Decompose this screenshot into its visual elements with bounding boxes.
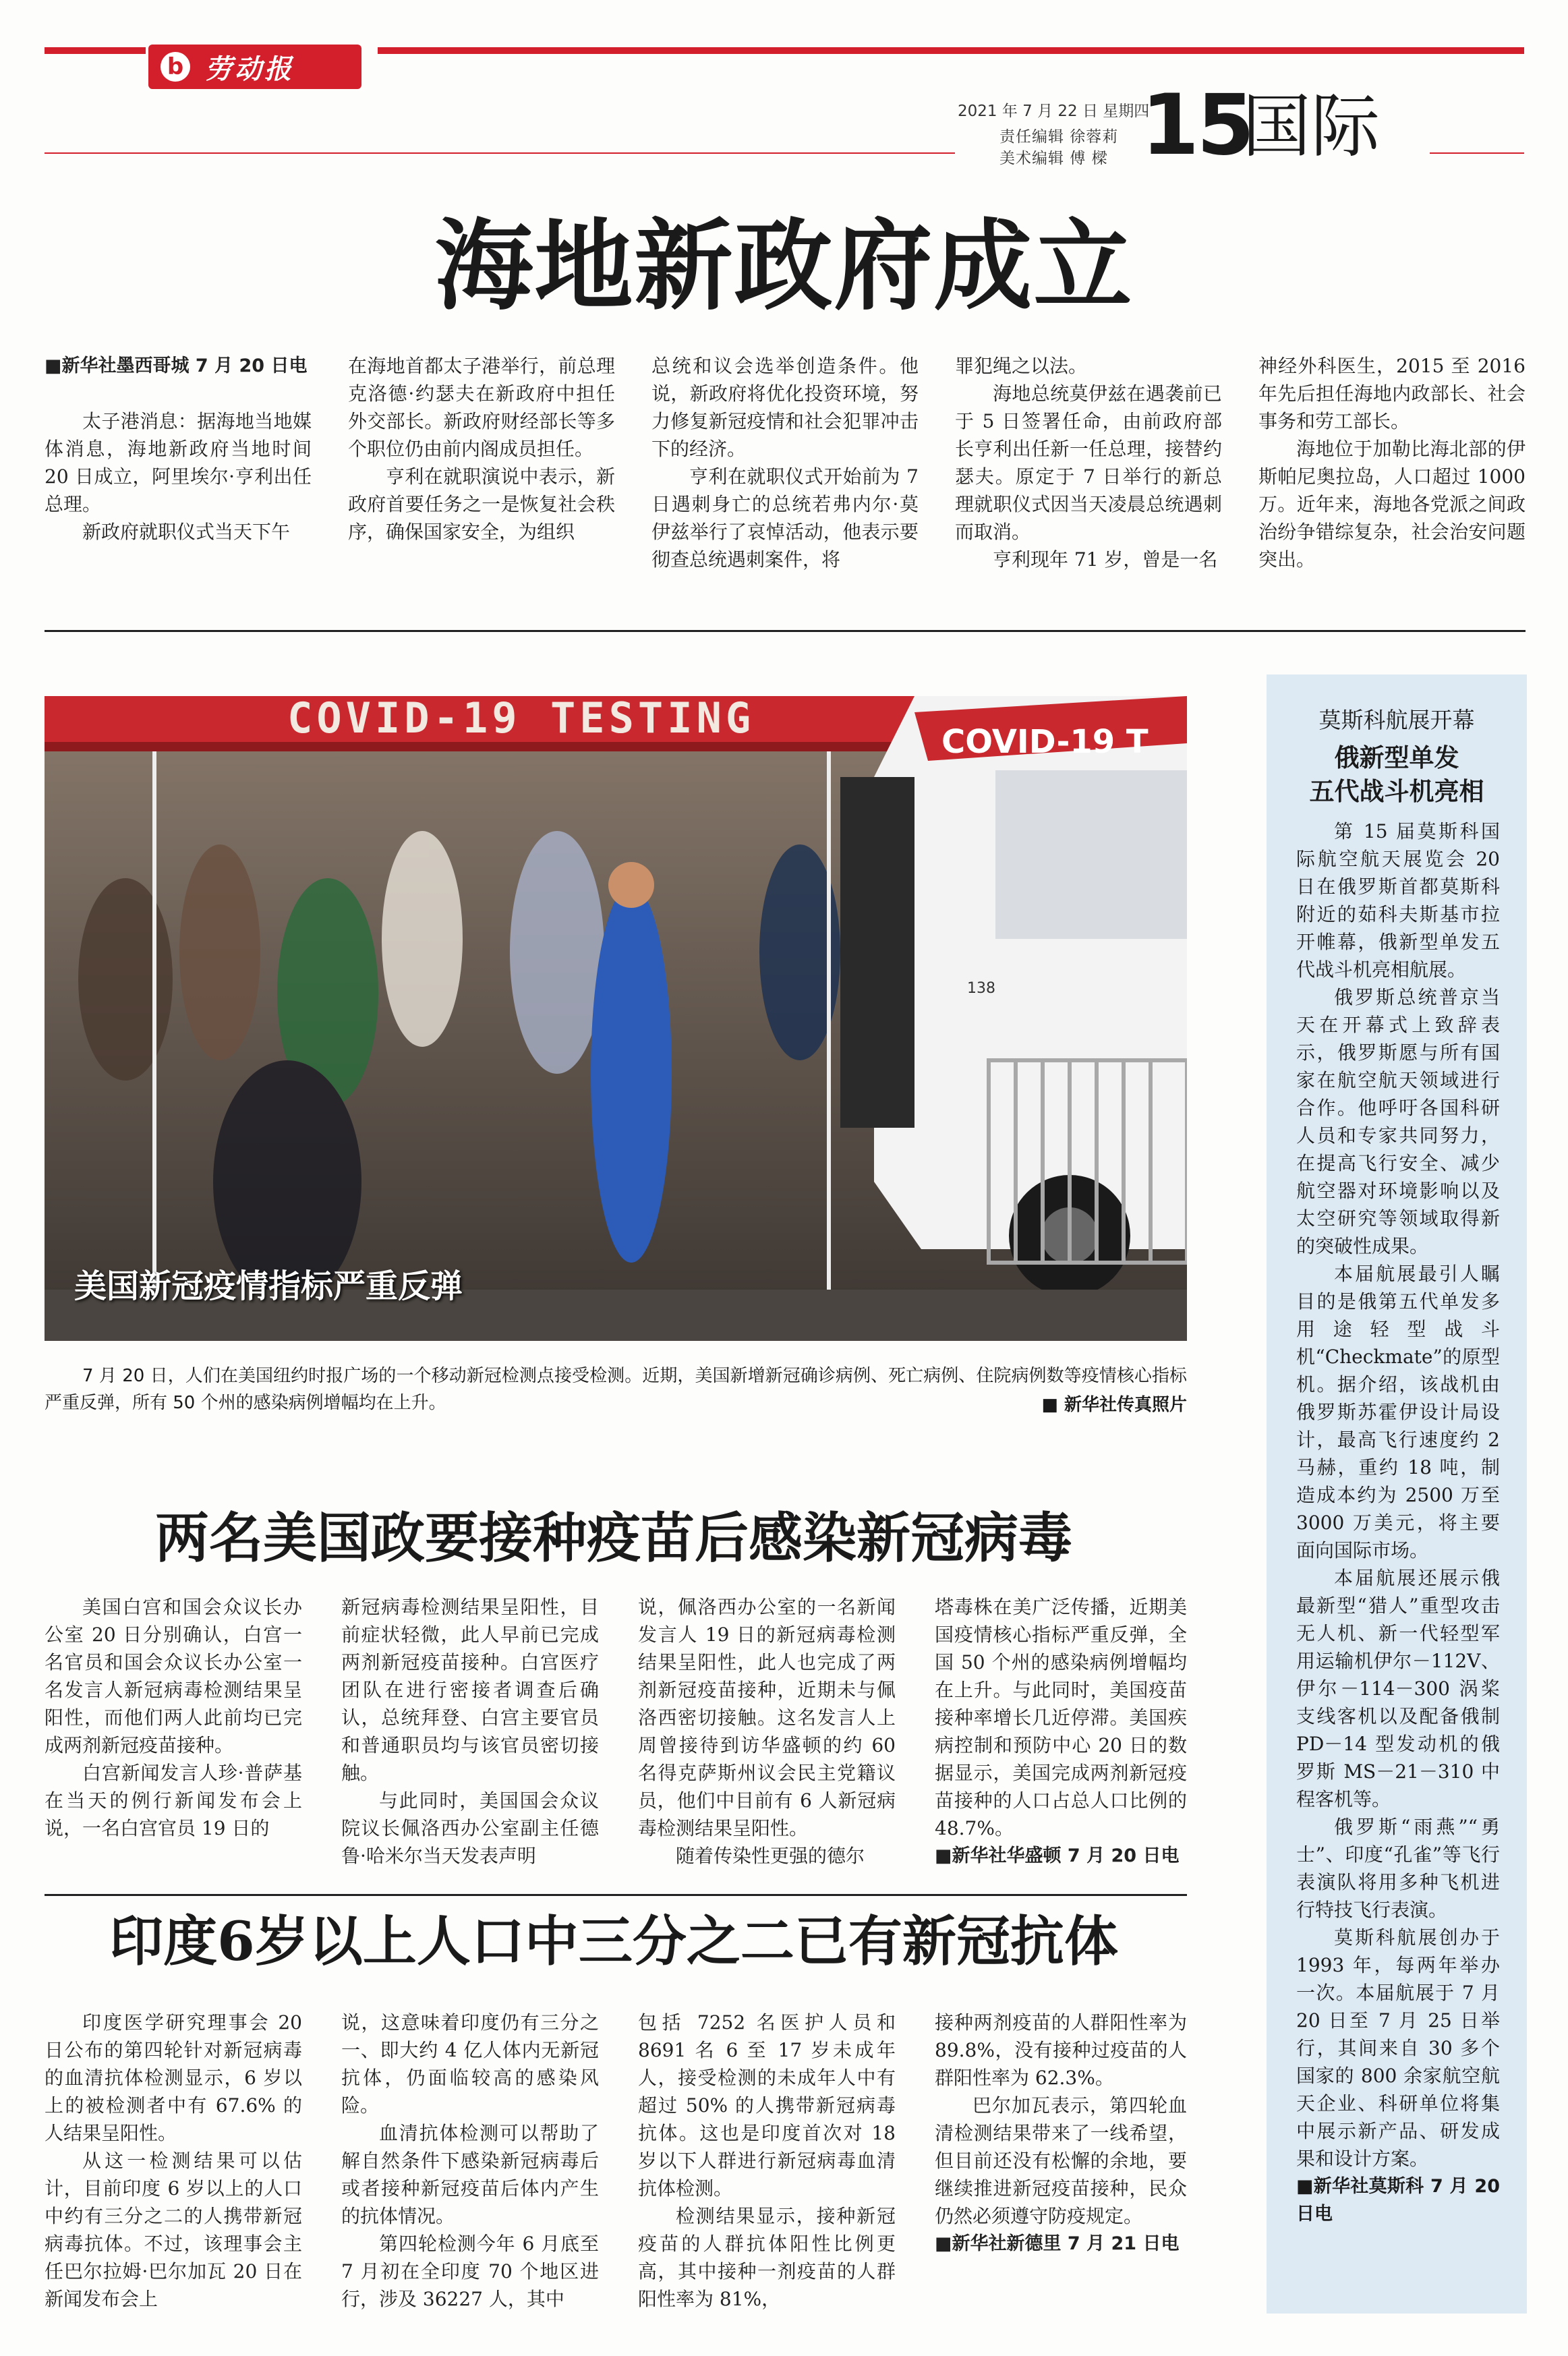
photo-credit: ■ 新华社传真照片	[1041, 1395, 1187, 1415]
story2-dateline: ■新华社华盛顿 7 月 20 日电	[935, 1845, 1180, 1866]
story2-col3	[638, 1593, 896, 1870]
section-title: 国际	[1242, 87, 1380, 167]
story2-col2-p1: 新冠病毒检测结果呈阳性，目前症状轻微，此人早前已完成两剂新冠疫苗接种。白宫医疗团队在进行密接者调查后确认，总统拜登、白宫主要官员和普通职员均与该官员密切接触。	[341, 1596, 599, 1784]
story1-dateline: ■新华社墨西哥城 7 月 20 日电	[45, 355, 308, 376]
responsible-editor: 责任编辑 徐蓉莉	[999, 128, 1119, 146]
photo-caption	[45, 1362, 1187, 1416]
sidebar-p1: 第 15 届莫斯科国际航空航天展览会 20 日在俄罗斯首都莫斯科附近的茹科夫斯基市拉开帷幕，俄新型单发五代战斗机亮相航展。	[1296, 820, 1500, 981]
sidebar-kicker: 莫斯科航展开幕	[1318, 707, 1475, 733]
van-number: 138	[967, 980, 995, 997]
story1-headline: 海地新政府成立	[434, 208, 1134, 324]
story1-col4	[955, 352, 1222, 573]
photo-caption-text: 7 月 20 日，人们在美国纽约时报广场的一个移动新冠检测点接受检测。近期，美国新增新冠确诊病例、死亡病例、住院病例数等疫情核心指标严重反弹，所有 50 个州的感染病例增幅均在上升。	[45, 1366, 1187, 1413]
story1-col3-p2: 亨利在就职仪式开始前为 7 日遇刺身亡的总统若弗内尔·莫伊兹举行了哀悼活动，他表示要彻查总统遇刺案件，将	[651, 465, 919, 571]
story3-col2-p3: 第四轮检测今年 6 月底至 7 月初在全印度 70 个地区进行，涉及 36227 人，其中	[341, 2233, 599, 2310]
header-thin-rule-left	[45, 152, 955, 154]
story1-col5-p1: 神经外科医生，2015 至 2016 年先后担任海地内政部长、社会事务和劳工部长。	[1258, 355, 1526, 432]
covid-testing-sign: COVID-19 TESTING	[287, 696, 755, 743]
photo-overlay-title: 美国新冠疫情指标严重反弹	[74, 1267, 463, 1305]
top-rule-right	[378, 47, 1524, 54]
story1-col5	[1258, 352, 1526, 573]
logo-icon: b	[161, 52, 190, 82]
story1-divider	[45, 630, 1526, 632]
covid-testing-scene	[45, 696, 1187, 1341]
sidebar-p3: 本届航展最引人瞩目的是俄第五代单发多用途轻型战斗机“Checkmate”的原型机。据介绍，该战机由俄罗斯苏霍伊设计局设计，最高飞行速度约 2 马赫，重约 18 吨，制造成本约为 2500 万至 3000 万美元，将主要面向国际市场。	[1296, 1263, 1500, 1561]
story1-col1-p1: 太子港消息：据海地当地媒体消息，海地新政府当地时间 20 日成立，阿里埃尔·亨利出任总理。	[45, 410, 312, 515]
story3-col4-p2: 巴尔加瓦表示，第四轮血清检测结果带来了一线希望，但目前还没有松懈的余地，要继续推进新冠疫苗接种，民众仍然必须遵守防疫规定。	[935, 2094, 1187, 2227]
story3-col1-p1: 印度医学研究理事会 20 日公布的第四轮针对新冠病毒的血清抗体检测显示，6 岁以上的被检测者中有 67.6% 的人结果呈阳性。	[45, 2011, 302, 2144]
story3-dateline: ■新华社新德里 7 月 21 日电	[935, 2233, 1180, 2254]
story3-col2-p1: 说，这意味着印度仍有三分之一、即大约 4 亿人体内无新冠抗体，仍面临较高的感染风险。	[341, 2011, 599, 2117]
sidebar-dateline: ■新华社莫斯科 7 月 20 日电	[1296, 2176, 1500, 2224]
news-photo	[45, 696, 1187, 1341]
story1-col2-p1: 在海地首都太子港举行，前总理克洛德·约瑟夫在新政府中担任外交部长。新政府财经部长等多个职位仍由前内阁成员担任。	[348, 355, 615, 460]
story2-divider	[45, 1894, 1187, 1896]
issue-date: 2021 年 7 月 22 日 星期四	[958, 103, 1150, 120]
page-number: 15	[1141, 77, 1252, 174]
story1-col2-p2: 亨利在就职演说中表示，新政府首要任务之一是恢复社会秩序，确保国家安全，为组织	[348, 465, 615, 543]
story3-col1-p2: 从这一检测结果可以估计，目前印度 6 岁以上的人口中约有三分之二的人携带新冠病毒抗体。不过，该理事会主任巴尔拉姆·巴尔加瓦 20 日在新闻发布会上	[45, 2150, 302, 2310]
story3-col4-p1: 接种两剂疫苗的人群阳性率为 89.8%，没有接种过疫苗的人群阳性率为 62.3%。	[935, 2011, 1187, 2089]
sidebar-body	[1296, 817, 1500, 2228]
top-rule-left	[45, 47, 146, 54]
story3-col3-p2: 检测结果显示，接种新冠疫苗的人群抗体阳性比例更高，其中接种一剂疫苗的人群阳性率为 81%，	[638, 2205, 896, 2310]
van-label: COVID-19 T	[941, 723, 1149, 761]
newspaper-logo	[148, 45, 361, 89]
story1-col4-p1: 罪犯绳之以法。	[955, 355, 1088, 377]
story1-col4-p2: 海地总统莫伊兹在遇袭前已于 5 日签署任命，由前政府部长亨利出任新一任总理，接替约瑟夫。原定于 7 日举行的新总理就职仪式因当天凌晨总统遇刺而取消。	[955, 382, 1222, 543]
story2-col1-p2: 白宫新闻发言人珍·普萨基在当天的例行新闻发布会上说，一名白宫官员 19 日的	[45, 1762, 302, 1839]
sidebar-p4: 本届航展还展示俄最新型“猎人”重型攻击无人机、新一代轻型军用运输机伊尔－112V、伊尔－114－300 涡桨支线客机以及配备俄制 PD－14 型发动机的俄罗斯 MS－21－310 中程客机等。	[1296, 1567, 1500, 1810]
story1-col3	[651, 352, 919, 573]
story1-col4-p3: 亨利现年 71 岁，曾是一名	[993, 548, 1218, 571]
story3-col3	[638, 2009, 896, 2313]
story3-col2-p2: 血清抗体检测可以帮助了解自然条件下感染新冠病毒后或者接种新冠疫苗后体内产生的抗体情况。	[341, 2122, 599, 2227]
logo-text: 劳动报	[205, 53, 294, 85]
story3-col4	[935, 2009, 1187, 2258]
story3-headline: 印度6岁以上人口中三分之二已有新冠抗体	[109, 1909, 1118, 1973]
sidebar-p6: 莫斯科航展创办于 1993 年，每两年举办一次。本届航展于 7 月 20 日至 7 月 25 日举行，其间来自 30 多个国家的 800 余家航空航天企业、科研单位将集中展示新产品、研发成果和设计方案。	[1296, 1926, 1500, 2170]
story1-col2	[348, 352, 615, 546]
story2-col1	[45, 1593, 302, 1842]
story2-col3-p1: 说，佩洛西办公室的一名新闻发言人 19 日的新冠病毒检测结果呈阳性，此人也完成了两剂新冠疫苗接种，近期未与佩洛西密切接触。这名发言人上周曾接待到访华盛顿的约 60 名得克萨斯州议会民主党籍议员，他们中目前有 6 人新冠病毒检测结果呈阳性。	[638, 1596, 896, 1839]
story3-col3-p1: 包括 7252 名医护人员和 8691 名 6 至 17 岁未成年人，接受检测的未成年人中有超过 50% 的人携带新冠病毒抗体。这也是印度首次对 18 岁以下人群进行新冠病毒血清抗体检测。	[638, 2011, 896, 2200]
story2-col4	[935, 1593, 1187, 1870]
story3-col2	[341, 2009, 599, 2313]
sidebar-p2: 俄罗斯总统普京当天在开幕式上致辞表示，俄罗斯愿与所有国家在航空航天领域进行合作。他呼吁各国科研人员和专家共同努力，在提高飞行安全、减少航空器对环境影响以及太空研究等领域取得新的突破性成果。	[1296, 986, 1500, 1257]
story1-col1	[45, 352, 312, 546]
sidebar-title: 俄新型单发 五代战斗机亮相	[1309, 743, 1484, 806]
story3-col1	[45, 2009, 302, 2313]
story1-col5-p2: 海地位于加勒比海北部的伊斯帕尼奥拉岛，人口超过 1000 万。近年来，海地各党派之间政治纷争错综复杂，社会治安问题突出。	[1258, 438, 1526, 571]
story1-col3-p1: 总统和议会选举创造条件。他说，新政府将优化投资环境，努力修复新冠疫情和社会犯罪冲击下的经济。	[651, 355, 919, 460]
story2-col1-p1: 美国白宫和国会众议长办公室 20 日分别确认，白宫一名官员和国会众议长办公室一名发言人新冠病毒检测结果呈阳性，而他们两人此前均已完成两剂新冠疫苗接种。	[45, 1596, 302, 1756]
sidebar-p5: 俄罗斯“雨燕”“勇士”、印度“孔雀”等飞行表演队将用多种飞机进行特技飞行表演。	[1296, 1816, 1500, 1921]
story2-col3-p2: 随着传染性更强的德尔	[676, 1845, 865, 1867]
story2-col2-p2: 与此同时，美国国会众议院议长佩洛西办公室副主任德鲁·哈米尔当天发表声明	[341, 1789, 599, 1867]
story2-col4-p1: 塔毒株在美广泛传播，近期美国疫情核心指标严重反弹，全国 50 个州的感染病例增幅均在上升。与此同时，美国疫苗接种率增长几近停滞。美国疾病控制和预防中心 20 日的数据显示，美国完成两剂新冠疫苗接种的人口占总人口比例的 48.7%。	[935, 1596, 1187, 1839]
art-editor: 美术编辑 傅 樑	[999, 150, 1108, 167]
header-thin-rule-right	[1430, 152, 1524, 154]
story2-col2	[341, 1593, 599, 1870]
story1-col1-p2: 新政府就职仪式当天下午	[82, 521, 291, 543]
story2-headline: 两名美国政要接种疫苗后感染新冠病毒	[155, 1506, 1072, 1570]
